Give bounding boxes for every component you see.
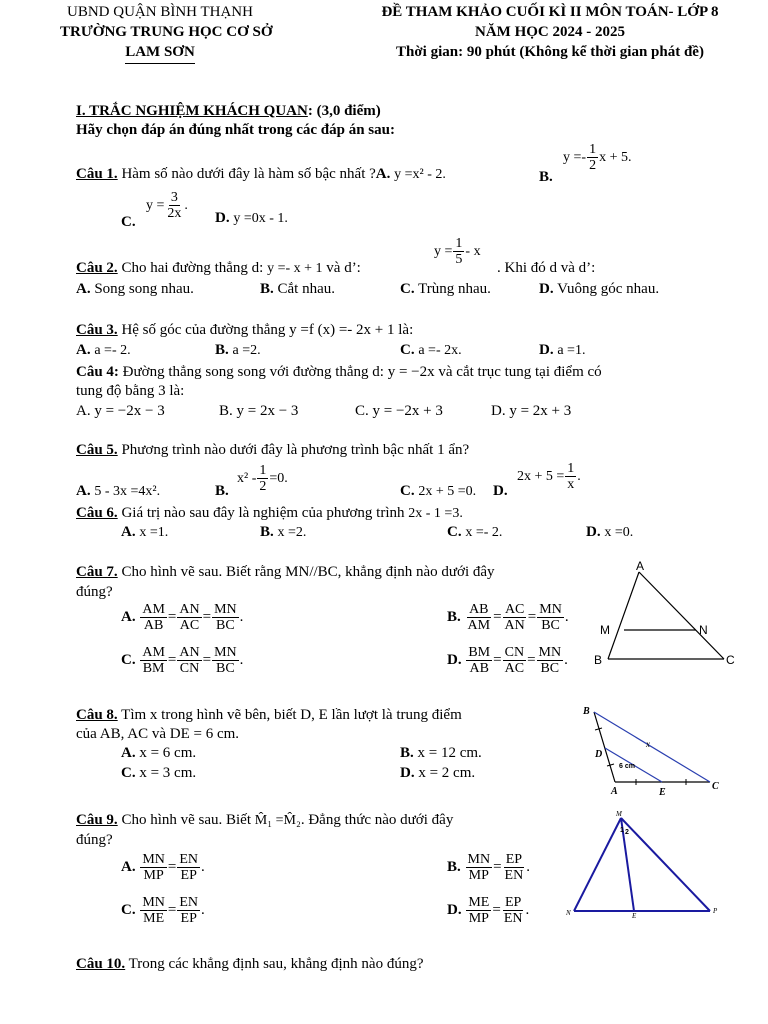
q7-option-b: B. $\frac{AB}{AM}$ = $\frac{AC}{AN}$ = $\frac{MN}{BC}$ . xyxy=(447,602,569,633)
q4-option-a: A. y = −2x − 3 xyxy=(76,403,165,419)
label-a: A xyxy=(636,559,645,573)
exam-year: NĂM HỌC 2024 - 2025 xyxy=(475,24,625,40)
label-n: N xyxy=(566,909,571,917)
question-label: Câu 2. xyxy=(76,260,118,276)
label-m: M xyxy=(600,623,610,637)
question-4-line2: tung độ bằng 3 là: xyxy=(76,383,185,399)
triangle-de-figure xyxy=(578,700,728,800)
angle-2: 2 xyxy=(625,829,629,836)
d2-expr: y = $\frac{1}{5}$ - x xyxy=(434,236,481,267)
q8-option-b: B. x = 12 cm. xyxy=(400,745,482,761)
exam-title: ĐỀ THAM KHẢO CUỐI KÌ II MÔN TOÁN- LỚP 8 xyxy=(381,4,719,20)
q6-option-d: D. x =0. xyxy=(586,524,634,540)
q7-option-d: D. $\frac{BM}{AB}$ = $\frac{CN}{AC}$ = $\frac{MN}{BC}$ . xyxy=(447,645,568,676)
q4-option-d: D. y = 2x + 3 xyxy=(491,403,572,419)
label-b: B xyxy=(594,653,603,667)
label-c: C xyxy=(726,653,735,667)
q8-option-a: A. x = 6 cm. xyxy=(121,745,197,761)
question-7: Câu 7. Cho hình vẽ sau. Biết rằng MN//BC, khẳng định nào dưới đây xyxy=(76,564,495,580)
option-c-label: C. xyxy=(121,214,136,230)
option-b-expr: y =- $\frac{1}{2}$ x + 5. xyxy=(563,142,632,173)
angle-1: 1 xyxy=(620,827,624,834)
label-d: D xyxy=(595,749,603,760)
q5-option-d-expr: 2x + 5 = $\frac{1}{x}$ . xyxy=(517,461,581,492)
question-6: Câu 6. Giá trị nào sau đây là nghiệm của phương trình 2x - 1 =3. xyxy=(76,505,463,521)
question-label: Câu 3. xyxy=(76,322,118,338)
option-b-label: B. xyxy=(539,169,553,185)
question-3: Câu 3. Hệ số góc của đường thẳng y =f (x) =- 2x + 1 là: xyxy=(76,322,414,338)
label-p: P xyxy=(713,907,718,915)
label-c: C xyxy=(712,781,719,792)
q5-option-a: A. 5 - 3x =4x². xyxy=(76,483,161,499)
q5-option-c: C. 2x + 5 =0. xyxy=(400,483,477,499)
q9-option-a: A. $\frac{MN}{MP}$ = $\frac{EN}{EP}$ . xyxy=(121,852,205,883)
question-4: Câu 4: Đường thẳng song song với đường thẳng d: y = −2x và cắt trục tung tại điểm có xyxy=(76,364,602,380)
question-10: Câu 10. Trong các khẳng định sau, khẳng định nào đúng? xyxy=(76,956,424,972)
exam-time: Thời gian: 90 phút (Không kể thời gian phát đề) xyxy=(396,44,704,60)
q3-option-d: D. a =1. xyxy=(539,342,586,358)
side-ab xyxy=(608,572,639,659)
question-7-line2: đúng? xyxy=(76,584,113,600)
q5-option-d-label: D. xyxy=(493,483,508,499)
q6-option-c: C. x =- 2. xyxy=(447,524,503,540)
label-e: E xyxy=(659,787,666,798)
question-label: Câu 10. xyxy=(76,956,126,972)
question-5: Câu 5. Phương trình nào dưới đây là phương trình bậc nhất 1 ẩn? xyxy=(76,442,470,458)
school-name-2: LAM SƠN xyxy=(125,44,195,60)
q2-option-d: D. Vuông góc nhau. xyxy=(539,281,660,297)
question-8: Câu 8. Tìm x trong hình vẽ bên, biết D, E lần lượt là trung điểm xyxy=(76,707,462,723)
q3-option-b: B. a =2. xyxy=(215,342,261,358)
header-divider xyxy=(125,63,195,64)
question-9-line2: đúng? xyxy=(76,832,113,848)
question-label: Câu 4: xyxy=(76,364,119,380)
question-label: Câu 6. xyxy=(76,505,118,521)
option-a-expr: y =x² - 2. xyxy=(394,167,446,182)
question-2: Câu 2. Cho hai đường thẳng d: y =- x + 1 và d’: xyxy=(76,260,361,276)
side-mn xyxy=(574,818,621,911)
q2-option-b: B. Cắt nhau. xyxy=(260,281,336,297)
q9-option-c: C. $\frac{MN}{ME}$ = $\frac{EN}{EP}$ . xyxy=(121,895,205,926)
question-label: Câu 1. xyxy=(76,166,118,182)
q3-option-c: C. a =- 2x. xyxy=(400,342,462,358)
q4-option-c: C. y = −2x + 3 xyxy=(355,403,443,419)
section-title: I. TRẮC NGHIỆM KHÁCH QUAN: (3,0 điểm) xyxy=(76,103,381,119)
district-name: UBND QUẬN BÌNH THẠNH xyxy=(67,4,253,20)
label-n: N xyxy=(699,623,708,637)
side-ac xyxy=(639,572,724,659)
label-e: E xyxy=(632,912,637,920)
triangle-abc-figure xyxy=(588,558,748,670)
question-9: Câu 9. Cho hình vẽ sau. Biết M̂₁ =M̂₂. Đẳng thức nào dưới đây xyxy=(76,812,454,828)
q6-option-a: A. x =1. xyxy=(121,524,169,540)
question-1: Câu 1. Hàm số nào dưới đây là hàm số bậc nhất ?A. y =x² - 2. xyxy=(76,166,446,182)
side-mp xyxy=(621,818,710,911)
question-label: Câu 8. xyxy=(76,707,118,723)
label-x: x xyxy=(646,739,650,749)
label-b: B xyxy=(583,706,590,717)
school-header xyxy=(60,2,273,64)
label-m: M xyxy=(616,810,622,818)
exam-header xyxy=(340,2,760,62)
question-2-tail: . Khi đó d và d’: xyxy=(497,260,596,276)
q3-option-a: A. a =- 2. xyxy=(76,342,131,358)
triangle-mnp-figure xyxy=(562,808,727,920)
q2-option-c: C. Trùng nhau. xyxy=(400,281,491,297)
q8-option-d: D. x = 2 cm. xyxy=(400,765,476,781)
q6-option-b: B. x =2. xyxy=(260,524,307,540)
q5-option-b-expr: x² - $\frac{1}{2}$ =0. xyxy=(237,463,288,494)
q9-option-d: D. $\frac{ME}{MP}$ = $\frac{EP}{EN}$ . xyxy=(447,895,530,926)
q4-option-b: B. y = 2x − 3 xyxy=(219,403,299,419)
question-label: Câu 7. xyxy=(76,564,118,580)
question-8-line2: của AB, AC và DE = 6 cm. xyxy=(76,726,240,742)
q2-option-a: A. Song song nhau. xyxy=(76,281,194,297)
q5-option-b-label: B. xyxy=(215,483,229,499)
option-c-expr: y = $\frac{3}{2x}$ . xyxy=(146,190,188,221)
label-a: A xyxy=(611,786,618,797)
q8-option-c: C. x = 3 cm. xyxy=(121,765,197,781)
school-name: TRƯỜNG TRUNG HỌC CƠ SỞ xyxy=(60,24,273,40)
q7-option-a: A. $\frac{AM}{AB}$ = $\frac{AN}{AC}$ = $\frac{MN}{BC}$ . xyxy=(121,602,244,633)
section-instruction: Hãy chọn đáp án đúng nhất trong các đáp án sau: xyxy=(76,122,395,138)
label-de-length: 6 cm xyxy=(619,763,635,770)
question-label: Câu 9. xyxy=(76,812,118,828)
option-d: D. y =0x - 1. xyxy=(215,210,288,226)
q7-option-c: C. $\frac{AM}{BM}$ = $\frac{AN}{CN}$ = $\frac{MN}{BC}$ . xyxy=(121,645,244,676)
question-label: Câu 5. xyxy=(76,442,118,458)
q9-option-b: B. $\frac{MN}{MP}$ = $\frac{EP}{EN}$ . xyxy=(447,852,530,883)
